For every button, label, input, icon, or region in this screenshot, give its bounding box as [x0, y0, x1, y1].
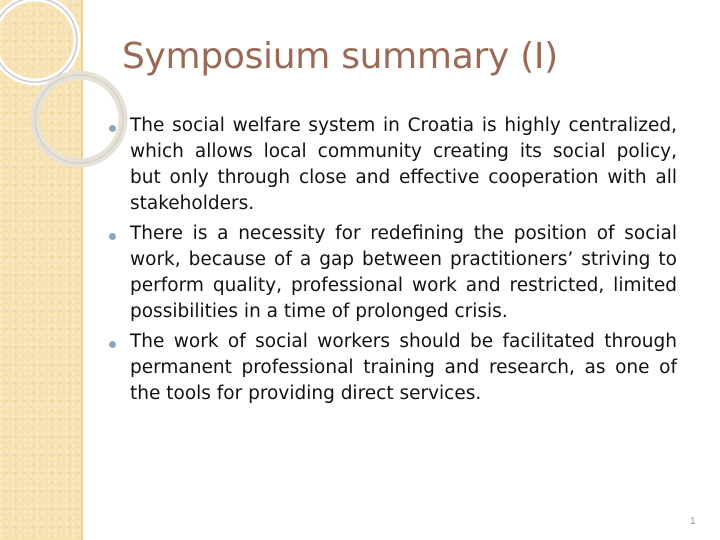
bullet-list [106, 113, 677, 411]
page-number: 1 [690, 516, 696, 527]
bullet-dot-icon [109, 233, 116, 240]
bullet-item [106, 221, 677, 325]
bullet-text: The work of social workers should be facilitated through permanent professional training and research, as one of the tools for providing direct services. [130, 331, 677, 404]
bullet-text: The social welfare system in Croatia is highly centralized, which allows local community creating its social policy, but only through close and effective cooperation with all stakeholders. [130, 115, 677, 214]
bullet-dot-icon [109, 125, 116, 132]
bullet-text: There is a necessity for redefining the position of social work, because of a gap between practitioners’ striving to perform quality, professional work and restricted, limited possibilities in a time of prolonged crisis. [130, 223, 677, 322]
bullet-item [106, 113, 677, 217]
bullet-dot-icon [109, 341, 116, 348]
bullet-item [106, 329, 677, 407]
slide-title: Symposium summary (I) [122, 36, 558, 77]
